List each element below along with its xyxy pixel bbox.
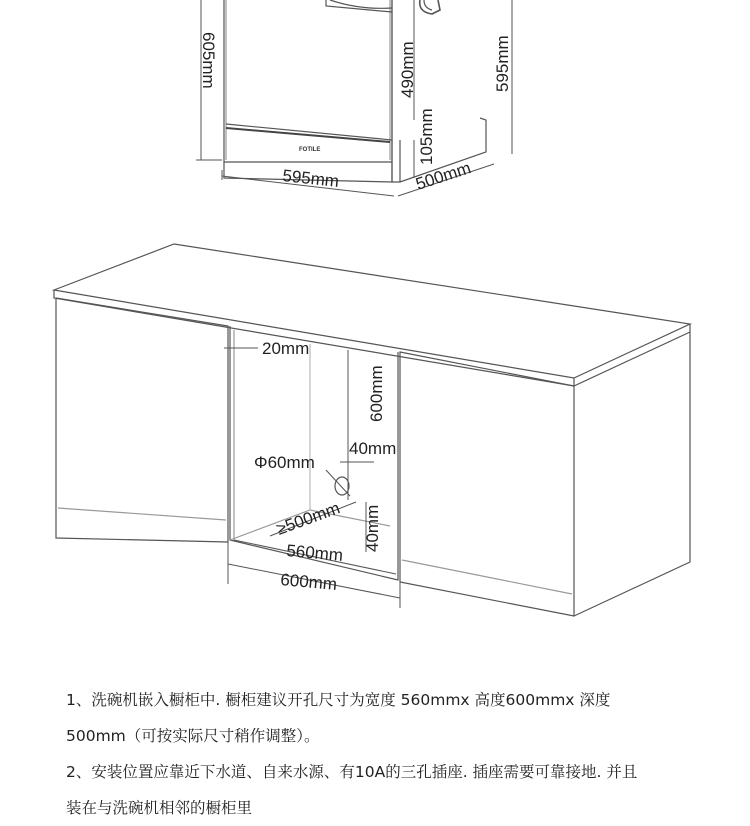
installation-notes bbox=[66, 682, 726, 826]
dim-595-width-label: 595mm bbox=[281, 166, 340, 191]
dim-40-pipe-label: 40mm bbox=[349, 439, 397, 458]
dim-600-width-label: 600mm bbox=[279, 570, 338, 594]
dim-20-line bbox=[224, 338, 258, 356]
note-line: 装在与洗碗机相邻的橱柜里 bbox=[66, 799, 253, 817]
dim-595-side-label: 595mm bbox=[493, 35, 512, 92]
dim-60-label: Φ60mm bbox=[254, 453, 315, 472]
dim-500-depth2-label: ≥500mm bbox=[273, 498, 343, 539]
dim-500-depth-label: 500mm bbox=[413, 158, 474, 194]
dim-105-label: 105mm bbox=[417, 108, 436, 165]
dishwasher-drawing bbox=[224, 0, 486, 182]
dim-605-label: 605mm bbox=[199, 32, 218, 89]
dim-20-label: 20mm bbox=[262, 339, 310, 358]
cabinet-drawing bbox=[54, 244, 690, 616]
dim-490-label: 490mm bbox=[398, 41, 417, 98]
dim-60-line bbox=[326, 470, 350, 496]
dim-40-bottom-label: 40mm bbox=[363, 504, 382, 552]
note-line: 1、洗碗机嵌入橱柜中. 橱柜建议开孔尺寸为宽度 560mmx 高度600mmx 深度 bbox=[66, 691, 611, 709]
dim-560-label: 560mm bbox=[285, 541, 344, 565]
note-line: 2、安装位置应靠近下水道、自来水源、有10A的三孔插座. 插座需要可靠接地. 并且 bbox=[66, 763, 638, 781]
dim-600-height-label: 600mm bbox=[367, 365, 386, 422]
brand-label: FOTILE bbox=[299, 147, 321, 153]
note-line: 500mm（可按实际尺寸稍作调整）。 bbox=[66, 727, 320, 745]
